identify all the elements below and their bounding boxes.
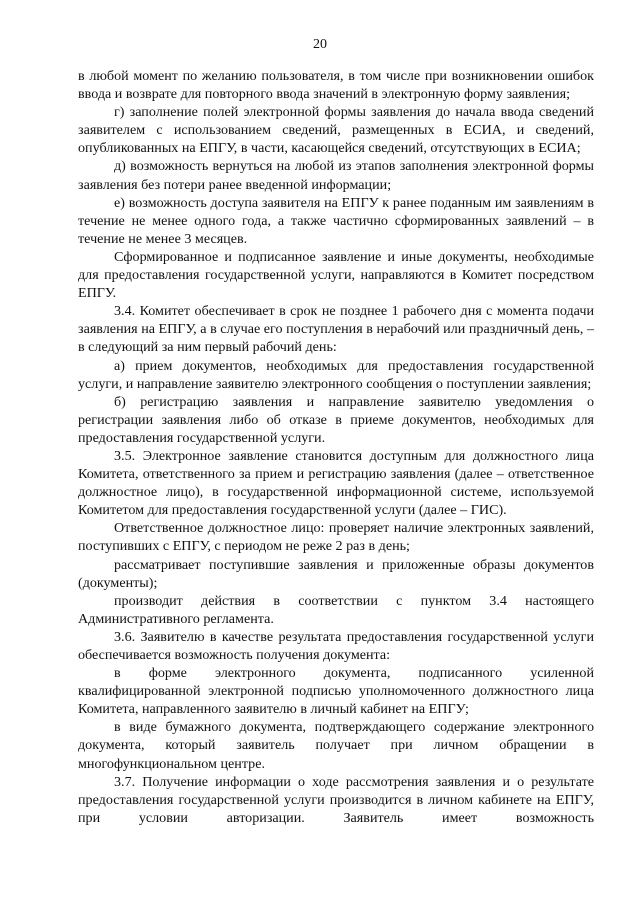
paragraph-3-5: 3.5. Электронное заявление становится доступным для должностного лица Комитета, ответственного за прием и регистрацию заявления (далее – ответственное должностное лицо), в государственной информационной системе, используемой Комитетом для предоставления государственной услуги (далее – ГИС).	[78, 447, 594, 519]
paragraph-3-4: 3.4. Комитет обеспечивает в срок не позднее 1 рабочего дня с момента подачи заявления на ЕПГУ, а в случае его поступления в нерабочий или праздничный день, – в следующий за ним первый рабочий день:	[78, 303, 594, 356]
paragraph-item-a: а) прием документов, необходимых для предоставления государственной услуги, и направление заявителю электронного сообщения о поступлении заявления;	[78, 357, 594, 392]
paragraph-3-6: 3.6. Заявителю в качестве результата предоставления государственной услуги обеспечивается возможность получения документа:	[78, 628, 594, 663]
paragraph-performs-actions: производит действия в соответствии с пунктом 3.4 настоящего Административного регламента.	[78, 592, 594, 627]
paragraph-item-b: б) регистрацию заявления и направление заявителю уведомления о регистрации заявления либо об отказе в приеме документов, необходимых для предоставления государственной услуги.	[78, 393, 594, 446]
paragraph-continuation: в любой момент по желанию пользователя, в том числе при возникновении ошибок ввода и возврате для повторного ввода значений в электронную форму заявления;	[78, 68, 594, 103]
paragraph-formed-application: Сформированное и подписанное заявление и иные документы, необходимые для предоставления государственной услуги, направляются в Комитет посредством ЕПГУ.	[78, 248, 594, 302]
page-number: 20	[313, 37, 327, 52]
paragraph-3-7: 3.7. Получение информации о ходе рассмотрения заявления и о результате предоставления государственной услуги производится в личном кабинете на ЕПГУ, при условии авторизации. Заявитель имеет возможность	[78, 773, 594, 826]
paragraph-item-d: д) возможность вернуться на любой из этапов заполнения электронной формы заявления без потери ранее введенной информации;	[78, 158, 594, 193]
paragraph-item-g: г) заполнение полей электронной формы заявления до начала ввода сведений заявителем с использованием сведений, размещенных в ЕСИА, и сведений, опубликованных на ЕПГУ, в части, касающейся сведений, отсутствующих в ЕСИА;	[78, 104, 594, 157]
paragraph-responsible-official: Ответственное должностное лицо: проверяет наличие электронных заявлений, поступивших с ЕПГУ, с периодом не реже 2 раз в день;	[78, 520, 594, 555]
paragraph-electronic-form: в форме электронного документа, подписанного усиленной квалифицированной электронной подписью уполномоченного должностного лица Комитета, направленного заявителю в личный кабинет на ЕПГУ;	[78, 665, 594, 718]
paragraph-paper-form: в виде бумажного документа, подтверждающего содержание электронного документа, который заявитель получает при личном обращении в многофункциональном центре.	[78, 719, 594, 772]
paragraph-reviews: рассматривает поступившие заявления и приложенные образы документов (документы);	[78, 556, 594, 591]
document-body	[78, 67, 594, 827]
paragraph-item-e: е) возможность доступа заявителя на ЕПГУ к ранее поданным им заявлениям в течение не менее одного года, а также частично сформированных заявлений – в течение не менее 3 месяцев.	[78, 194, 594, 247]
